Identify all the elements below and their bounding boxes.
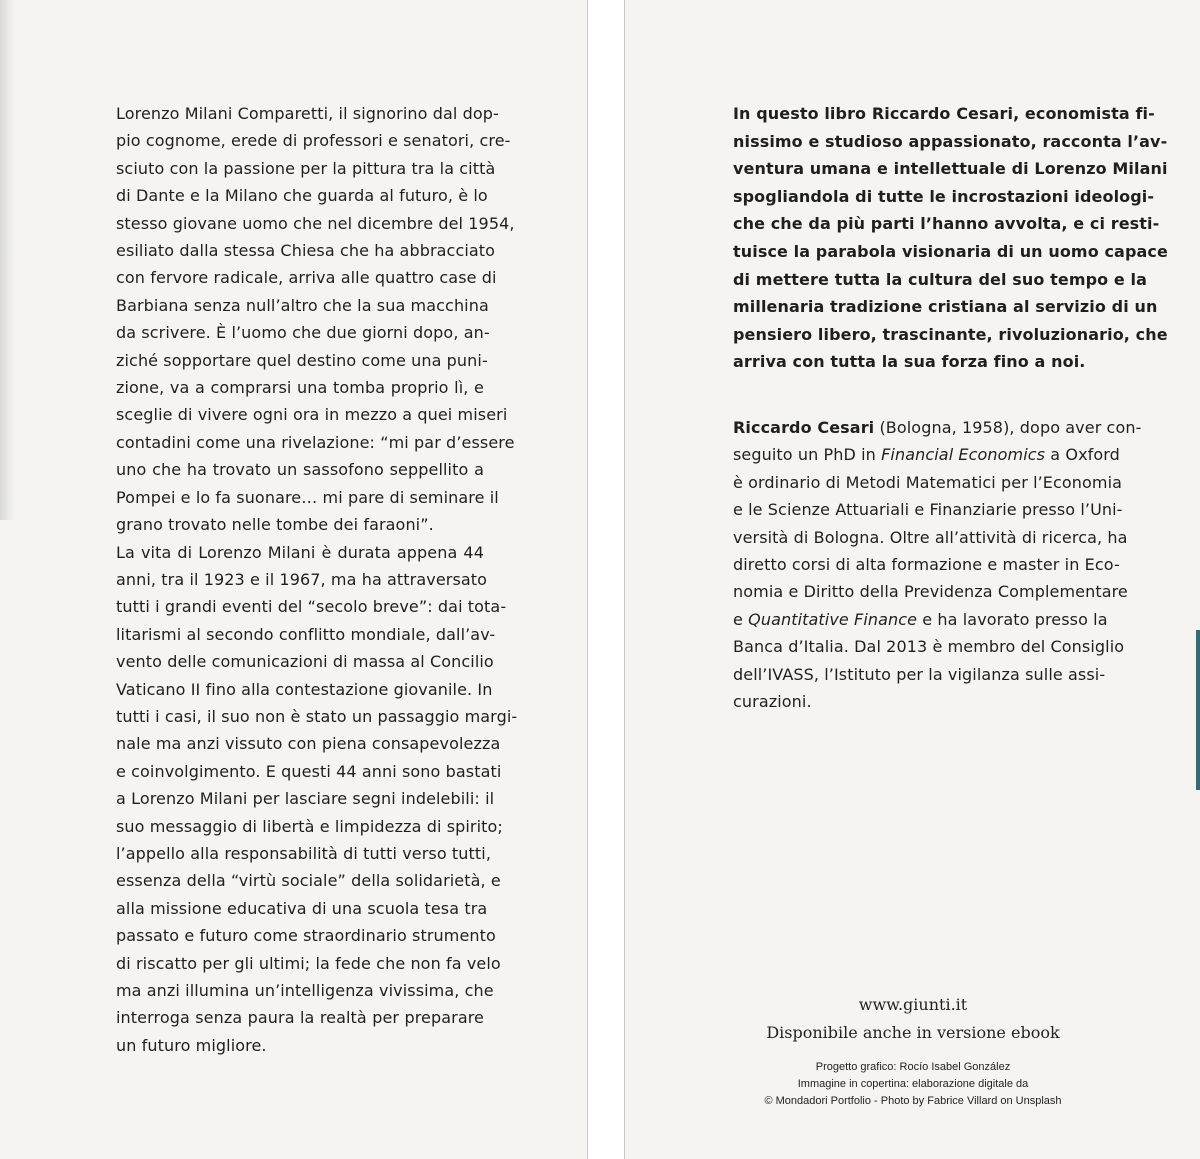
text-line: Lorenzo Milani Comparetti, il signorino dal dop- xyxy=(116,104,499,123)
text-line: tutti i grandi eventi del “secolo breve”: dai tota- xyxy=(116,597,507,617)
credit-line: © Mondadori Portfolio - Photo by Fabrice Villard on Unsplash xyxy=(764,1095,1062,1107)
text-line: vento delle comunicazioni di massa al Concilio xyxy=(116,652,494,672)
text-line: tuisce la parabola visionaria di un uomo capace xyxy=(733,241,1168,261)
text-line: essenza della “virtù sociale” della solidarietà, e xyxy=(116,871,501,891)
bio-line: è ordinario di Metodi Matematici per l’Economia xyxy=(733,472,1123,492)
page-gutter xyxy=(588,0,624,1159)
text-line: contadini come una rivelazione: “mi par d’essere xyxy=(116,432,515,452)
italic-term: Financial Economics xyxy=(881,445,1046,465)
text-line: tutti i casi, il suo non è stato un passaggio margi- xyxy=(116,706,518,726)
author-bio xyxy=(733,414,1142,715)
credits xyxy=(625,1059,1200,1110)
text-line: un futuro migliore. xyxy=(116,1035,267,1055)
bio-line: nomia e Diritto della Previdenza Complementare xyxy=(733,582,1128,602)
author-name: Riccardo Cesari xyxy=(733,418,875,437)
bio-line: versità di Bologna. Oltre all’attività di ricerca, ha xyxy=(733,527,1128,547)
text-line: nale ma anzi vissuto con piena consapevolezza xyxy=(116,734,501,754)
text-line: Vaticano II fino alla contestazione giovanile. In xyxy=(116,679,493,699)
text-line: con fervore radicale, arriva alle quattro case di xyxy=(116,268,497,288)
text-line: sceglie di vivere ogni ora in mezzo a quei miseri xyxy=(116,405,508,425)
right-page xyxy=(624,0,1200,1159)
bio-line: dell’IVASS, l’Istituto per la vigilanza sulle assi- xyxy=(733,664,1106,684)
bio-line: e Quantitative Finance e ha lavorato presso la xyxy=(733,609,1108,629)
italic-term: Quantitative Finance xyxy=(748,609,918,629)
text-line: arriva con tutta la sua forza fino a noi. xyxy=(733,352,1086,372)
text-line: suo messaggio di libertà e limpidezza di spirito; xyxy=(116,816,503,836)
edge-tab xyxy=(1196,630,1200,790)
text-line: pio cognome, erede di professori e senatori, cre- xyxy=(116,131,511,151)
bio-line: e le Scienze Attuariali e Finanziarie presso l’Uni- xyxy=(733,500,1123,520)
text-line: uno che ha trovato un sassofono seppellito a xyxy=(116,460,484,480)
ebook-note: Disponibile anche in versione ebook xyxy=(766,1023,1060,1042)
bio-line: seguito un PhD in Financial Economics a Oxford xyxy=(733,445,1120,465)
bio-line: curazioni. xyxy=(733,692,812,712)
text-line: che che da più parti l’hanno avvolta, e ci resti- xyxy=(733,214,1160,234)
bio-line: Riccardo Cesari (Bologna, 1958), dopo aver con- xyxy=(733,418,1142,437)
book-blurb xyxy=(733,100,1168,376)
text-line: pensiero libero, trascinante, rivoluzionario, che xyxy=(733,324,1168,344)
text-line: stesso giovane uomo che nel dicembre del 1954, xyxy=(116,213,515,233)
bio-line: Banca d’Italia. Dal 2013 è membro del Consiglio xyxy=(733,637,1125,657)
text-line: anni, tra il 1923 e il 1967, ma ha attraversato xyxy=(116,569,488,589)
text-line: e coinvolgimento. E questi 44 anni sono bastati xyxy=(116,761,502,781)
text-line: a Lorenzo Milani per lasciare segni indelebili: il xyxy=(116,789,495,809)
text-line: passato e futuro come straordinario strumento xyxy=(116,926,496,946)
publisher-website: www.giunti.it xyxy=(858,995,968,1014)
text-line: l’appello alla responsabilità di tutti verso tutti, xyxy=(116,843,492,863)
text-line: Pompei e lo fa suonare… mi pare di seminare il xyxy=(116,487,499,507)
text-line: millenaria tradizione cristiana al servizio di un xyxy=(733,297,1158,317)
text-line: interroga senza paura la realtà per preparare xyxy=(116,1008,484,1028)
text-line: ziché sopportare quel destino come una puni- xyxy=(116,350,488,370)
credit-line: Immagine in copertina: elaborazione digitale da xyxy=(797,1078,1029,1090)
text-line: Barbiana senza null’altro che la sua macchina xyxy=(116,295,489,315)
text-line: ma anzi illumina un’intelligenza vivissima, che xyxy=(116,981,494,1000)
text-line: da scrivere. È l’uomo che due giorni dopo, an- xyxy=(116,323,490,343)
text-line: esiliato dalla stessa Chiesa che ha abbracciato xyxy=(116,241,496,261)
text-line: spogliandola di tutte le incrostazioni ideologi- xyxy=(733,186,1155,206)
bio-line: diretto corsi di alta formazione e master in Eco- xyxy=(733,555,1120,575)
text-line: di riscatto per gli ultimi; la fede che non fa velo xyxy=(116,953,501,973)
page-edge-shadow xyxy=(0,0,14,520)
text-line: In questo libro Riccardo Cesari, economista fi- xyxy=(733,104,1155,123)
synopsis-text xyxy=(116,100,518,1059)
text-line: litarismi al secondo conflitto mondiale, dall’av- xyxy=(116,624,496,644)
text-line: alla missione educativa di una scuola tesa tra xyxy=(116,898,488,918)
text-line: nissimo e studioso appassionato, racconta l’av- xyxy=(733,131,1168,151)
text-line: di Dante e la Milano che guarda al futuro, è lo xyxy=(116,186,488,206)
text-line: zione, va a comprarsi una tomba proprio lì, e xyxy=(116,378,484,398)
text-line: grano trovato nelle tombe dei faraoni”. xyxy=(116,515,434,535)
text-line: ventura umana e intellettuale di Lorenzo Milani xyxy=(733,159,1168,179)
left-page xyxy=(0,0,588,1159)
text-line: di mettere tutta la cultura del suo tempo e la xyxy=(733,269,1148,289)
text-line: sciuto con la passione per la pittura tra la città xyxy=(116,158,496,178)
credit-line: Progetto grafico: Rocío Isabel González xyxy=(815,1061,1011,1073)
text-line: La vita di Lorenzo Milani è durata appena 44 xyxy=(116,542,484,562)
